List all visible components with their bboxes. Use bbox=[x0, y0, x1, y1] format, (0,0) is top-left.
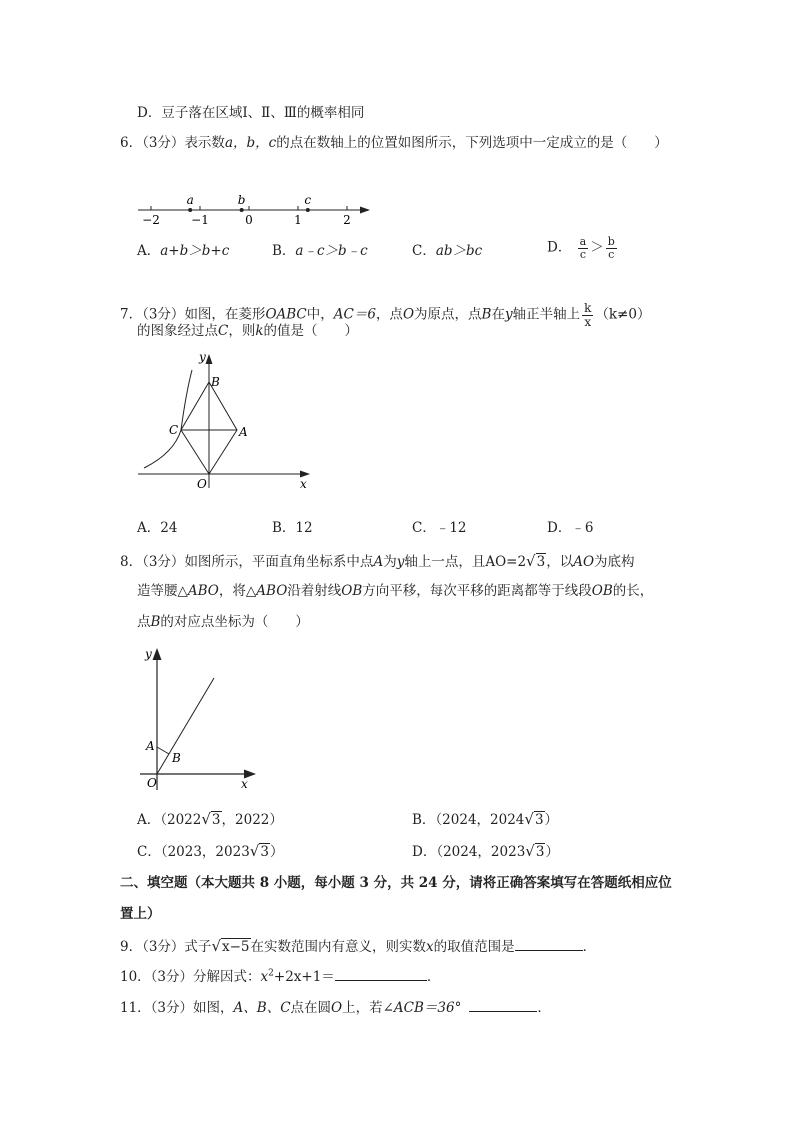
q6-number: 6． bbox=[120, 135, 143, 151]
q8-option-c: C．（2023，2023√3） bbox=[137, 842, 284, 860]
q6-option-d: D． $\frac{a}{c}$ ＞ $\frac{b}{c}$ bbox=[547, 235, 615, 261]
section2-heading-cont: 置上） bbox=[120, 906, 161, 922]
q8-stem-line3: 点B的对应点坐标为（ ） bbox=[137, 614, 309, 630]
number-line-point-c bbox=[306, 208, 310, 212]
q8-option-d: D．（2024，2023√3） bbox=[412, 842, 559, 860]
number-line-tick-label: −2 bbox=[142, 213, 160, 226]
q9: 9．（3分）式子√x−5在实数范围内有意义，则实数x的取值范围是 ． bbox=[120, 937, 597, 955]
q7-option-a: A．24 bbox=[137, 520, 178, 536]
section2-heading: 二、填空题（本大题共 8 小题，每小题 3 分，共 24 分，请将正确答案填写在答题纸相应位 bbox=[120, 875, 672, 891]
q8-figure bbox=[140, 642, 264, 792]
label-b: B bbox=[172, 751, 181, 765]
q6-number-line bbox=[130, 188, 380, 226]
segment-ab bbox=[157, 747, 169, 754]
q8-stem-line1: 8．（3分）如图所示，平面直角坐标系中点A为y轴上一点，且AO=2√3，以AO为底构 bbox=[120, 552, 635, 570]
y-axis-arrow bbox=[153, 648, 162, 660]
q8-stem-line2: 造等腰△ABO，将△ABO沿着射线OB方向平移，每次平移的距离都等于线段OB的长， bbox=[137, 583, 654, 599]
q7-rhombus-figure bbox=[132, 348, 322, 496]
q6-vars: a，b，c bbox=[224, 135, 277, 151]
q7-option-d: D．﹣6 bbox=[547, 520, 594, 536]
number-line-arrow bbox=[360, 207, 370, 214]
number-line-point-a bbox=[188, 208, 192, 212]
label-x: x bbox=[300, 477, 307, 491]
label-c: C bbox=[169, 423, 179, 437]
label-y: y bbox=[199, 350, 206, 364]
label-o: O bbox=[197, 477, 207, 491]
q11-answer-blank[interactable] bbox=[469, 999, 537, 1012]
q5-option-d: D．豆子落在区域Ⅰ、Ⅱ、Ⅲ的概率相同 bbox=[137, 105, 365, 121]
q8-option-a: A．（2022√3，2022） bbox=[137, 810, 283, 828]
ray-ob bbox=[157, 678, 214, 774]
number-line-point-label: a bbox=[186, 193, 194, 207]
q6-option-c: C．ab＞bc bbox=[412, 243, 483, 259]
q7-option-b: B．12 bbox=[272, 520, 313, 536]
number-line-tick-label: −1 bbox=[191, 213, 209, 226]
label-y: y bbox=[145, 647, 152, 661]
label-a: A bbox=[146, 739, 155, 753]
number-line-point-label: b bbox=[237, 193, 246, 207]
q6-text-b: 的点在数轴上的位置如图所示，下列选项中一定成立的是（ ） bbox=[276, 135, 668, 151]
q6-points: （3分） bbox=[142, 135, 185, 151]
q7-stem-line1: 7．（3分）如图，在菱形OABC中，AC＝6，点O为原点，点B在y轴正半轴上 $\frac{k}{x}$ （k≠0） bbox=[120, 301, 651, 329]
number-line-tick-label: 0 bbox=[245, 213, 253, 226]
label-a: A bbox=[239, 425, 248, 439]
y-axis-arrow bbox=[206, 354, 213, 364]
q8-option-b: B．（2024，2024√3） bbox=[412, 810, 559, 828]
q7-stem-line2: 的图象经过点C，则k的值是（ ） bbox=[137, 323, 359, 339]
hyperbola-curve bbox=[144, 370, 192, 468]
q6-text: 表示数 bbox=[184, 135, 225, 151]
q7-option-c: C．﹣12 bbox=[412, 520, 467, 536]
number-line-tick-label: 2 bbox=[343, 213, 351, 226]
q6-option-b: B．a﹣c＞b﹣c bbox=[272, 243, 368, 259]
number-line-point-b bbox=[240, 208, 244, 212]
number-line-point-label: c bbox=[304, 193, 312, 207]
q9-answer-blank[interactable] bbox=[515, 938, 583, 951]
label-b: B bbox=[211, 375, 220, 389]
q6-stem bbox=[120, 135, 668, 151]
q10-answer-blank[interactable] bbox=[335, 968, 427, 981]
number-line-tick-label: 1 bbox=[294, 213, 302, 226]
label-x: x bbox=[241, 777, 248, 791]
label-o: O bbox=[147, 776, 157, 790]
q11: 11．（3分）如图，A、B、C点在圆O上，若∠ACB＝36° ． bbox=[120, 1000, 551, 1016]
q10: 10．（3分）分解因式：$x^2+2x+1=$ ． bbox=[120, 968, 441, 985]
q6-option-a: A．a+b＞b+c bbox=[137, 243, 230, 259]
